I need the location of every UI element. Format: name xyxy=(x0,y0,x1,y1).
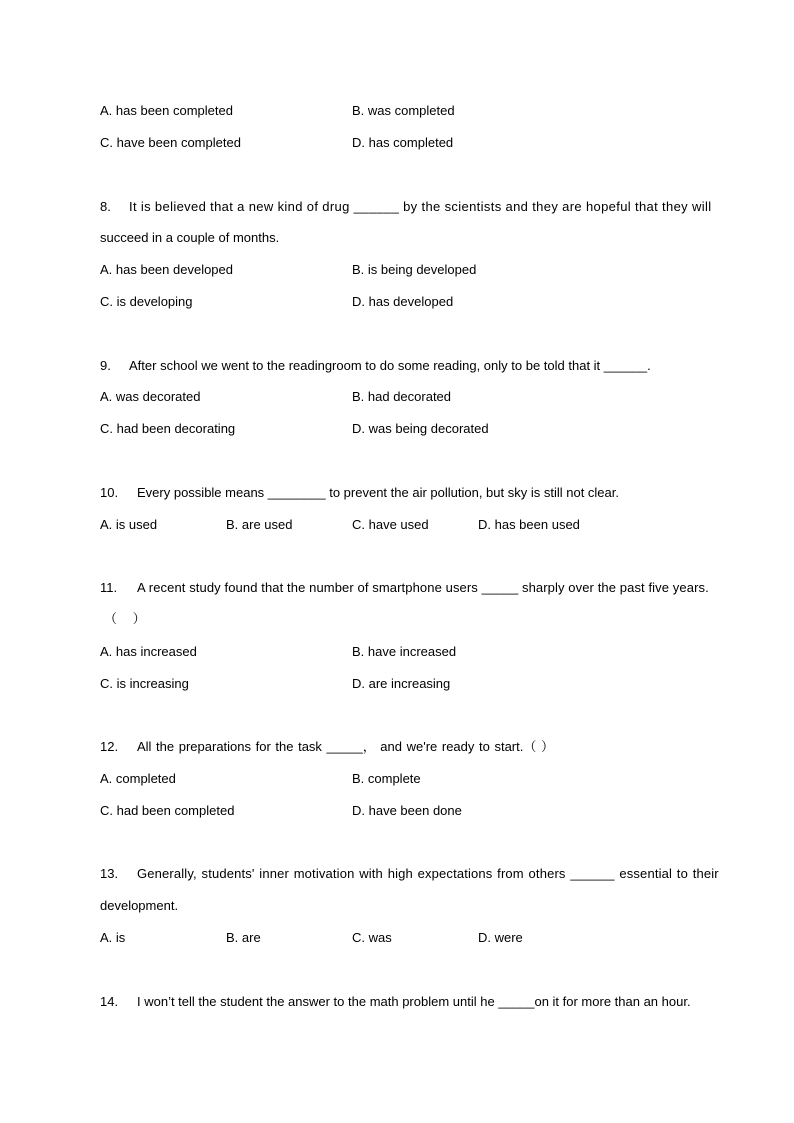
q13-option-c: C. was xyxy=(352,930,392,945)
q9-number: 9. xyxy=(100,358,111,373)
q10-option-d: D. has been used xyxy=(478,517,580,532)
q10-number: 10. xyxy=(100,485,119,500)
q14-stem xyxy=(100,994,691,1010)
q8-option-b: B. is being developed xyxy=(352,262,477,277)
q14-number: 14. xyxy=(100,994,119,1009)
q13-option-a: A. is xyxy=(100,930,126,945)
q9-option-c: C. had been decorating xyxy=(100,421,236,436)
q10-text: Every possible means ________ to prevent the air pollution, but sky is still not clear. xyxy=(137,485,619,500)
q11-stem-line2: （ ） xyxy=(104,611,146,626)
q11-text-line1: A recent study found that the number of smartphone users _____ sharply over the past five years. xyxy=(137,580,709,595)
q11-option-a: A. has increased xyxy=(100,644,197,659)
q11-stem-line1 xyxy=(100,580,709,596)
q9-option-a: A. was decorated xyxy=(100,389,201,404)
q7-option-b: B. was completed xyxy=(352,103,455,118)
q11-option-d: D. are increasing xyxy=(352,676,451,691)
q11-option-c: C. is increasing xyxy=(100,676,189,691)
q12-text: All the preparations for the task _____， and we're ready to start.（ ） xyxy=(137,739,554,754)
q8-option-c: C. is developing xyxy=(100,294,193,309)
q11-option-b: B. have increased xyxy=(352,644,457,659)
q10-option-a: A. is used xyxy=(100,517,158,532)
q10-option-b: B. are used xyxy=(226,517,293,532)
q9-stem xyxy=(100,358,651,374)
q7-option-a: A. has been completed xyxy=(100,103,233,118)
q8-number: 8. xyxy=(100,199,111,214)
q13-number: 13. xyxy=(100,866,119,881)
q9-option-d: D. was being decorated xyxy=(352,421,489,436)
q7-option-c: C. have been completed xyxy=(100,135,241,150)
q11-number: 11. xyxy=(100,580,118,595)
q13-option-d: D. were xyxy=(478,930,523,945)
q8-stem-line1 xyxy=(100,199,718,215)
q7-option-d: D. has completed xyxy=(352,135,454,150)
q13-stem-line2: development. xyxy=(100,898,179,913)
q13-option-b: B. are xyxy=(226,930,261,945)
q12-option-d: D. have been done xyxy=(352,803,462,818)
q12-option-b: B. complete xyxy=(352,771,421,786)
q8-option-d: D. has developed xyxy=(352,294,454,309)
q12-number: 12. xyxy=(100,739,119,754)
q12-option-a: A. completed xyxy=(100,771,176,786)
q9-option-b: B. had decorated xyxy=(352,389,452,404)
q8-option-a: A. has been developed xyxy=(100,262,233,277)
q13-stem-line1 xyxy=(100,866,719,882)
q8-text-line1: It is believed that a new kind of drug ______ by the scientists and they are hopeful that they will xyxy=(129,199,712,214)
q10-option-c: C. have used xyxy=(352,517,429,532)
q10-stem xyxy=(100,485,619,501)
q9-text: After school we went to the readingroom to do some reading, only to be told that it ______. xyxy=(129,358,651,373)
q13-text-line1: Generally, students' inner motivation with high expectations from others ______ essential to their xyxy=(137,866,719,881)
q12-stem xyxy=(100,739,554,755)
q12-option-c: C. had been completed xyxy=(100,803,235,818)
q14-text: I won’t tell the student the answer to the math problem until he _____on it for more than an hour. xyxy=(137,994,691,1009)
q8-stem-line2: succeed in a couple of months. xyxy=(100,230,280,245)
